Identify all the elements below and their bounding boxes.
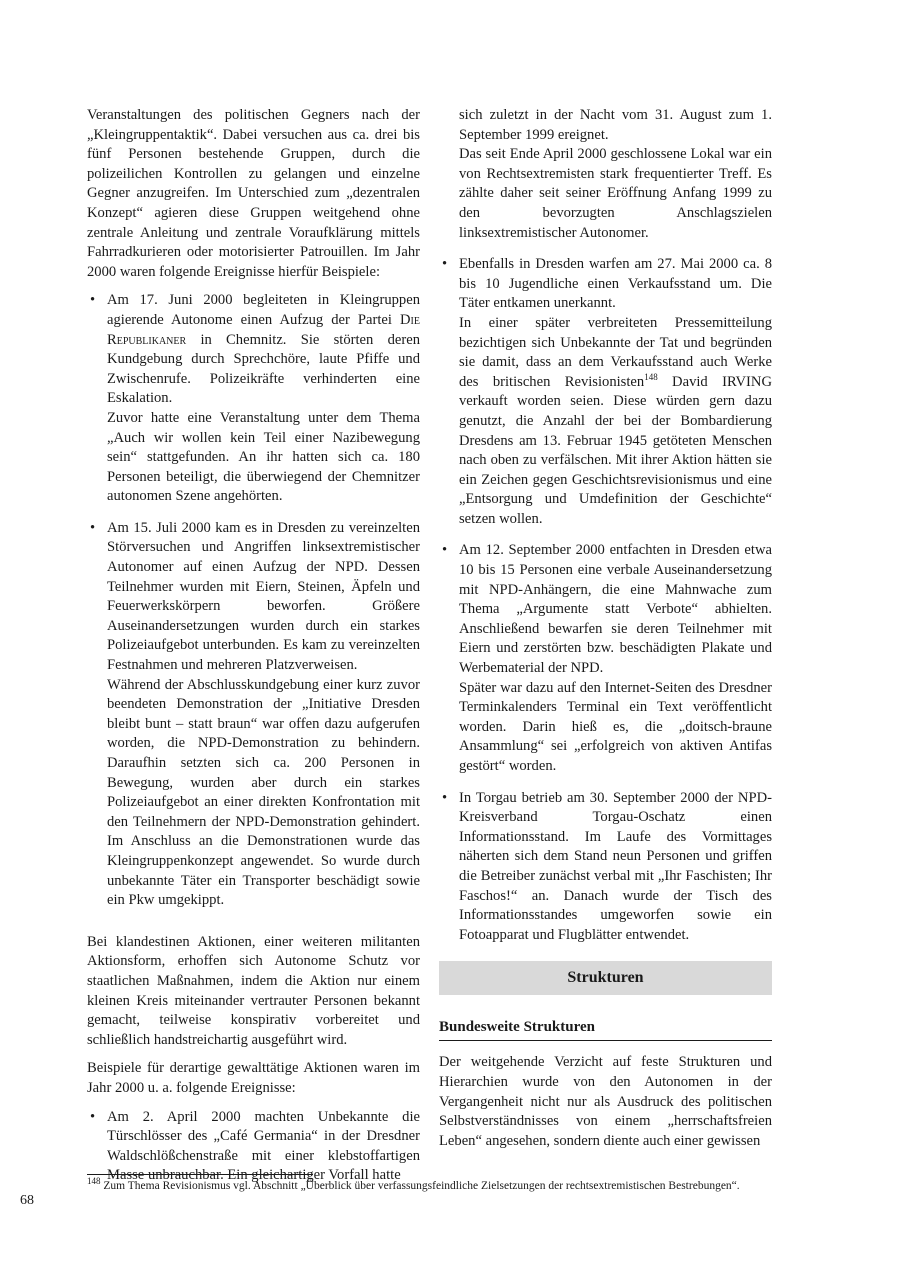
paragraph-intro: Veranstaltungen des politischen Gegners nach der „Kleingruppentaktik“. Dabei versuchen aus ca. drei bis fünf Personen bestehende Gruppen, durch die polizeilichen Kontrollen zu gelangen und einzelne Gegner anzugreifen. Im Unterschied zum „dezentralen Konzept“ agieren diese Gruppen weitgehend ohne zentrale Anleitung und zentrale Voraufklärung mittels Fahrradkurieren oder motorisierter Patrouillen. Im Jahr 2000 waren folgende Ereignisse hierfür Beispiele: [87,107,420,280]
bullet-text-continued: Zuvor hatte eine Veranstaltung unter dem Thema „Auch wir wollen kein Teil einer Nazibewegung sein“ stattgefunden. An ihr hatten sich ca. 180 Personen beteiligt, die überwiegend der Chemnitzer autonomen Szene angehörten. [107,409,420,505]
right-column [439,106,772,1160]
footnote-divider [87,1174,313,1175]
text-run: Am 17. Juni 2000 begleiteten in Kleingruppen agierende Autonome einen Aufzug der Partei [107,292,420,328]
section-heading: Strukturen [439,961,772,995]
footnote-ref[interactable]: 148 [644,371,658,382]
list-item-dresden-npd [87,519,420,911]
list-item-mahnwache [439,541,772,776]
bullet-text: • Am 12. September 2000 entfachten in Dresden etwa 10 bis 15 Personen eine verbale Auseinandersetzung mit NPD-Anhängern, die eine Mahnwache zum Thema „Argumente statt Verbote“ abhielten. Anschließend bewarfen sie deren Teilnehmer mit Eiern und zerstörten bzw. beschädigten Plakate und Werbematerial der NPD. [459,542,772,677]
list-item-torgau [439,789,772,946]
page-number: 68 [20,1193,34,1208]
subsection-heading: Bundesweite Strukturen [439,1017,772,1041]
paragraph-examples: Beispiele für derartige gewalttätige Aktionen waren im Jahr 2000 u. a. folgende Ereignisse: [87,1060,420,1096]
footnote [87,1178,773,1195]
footnote-number: 148 [87,1176,101,1187]
list-item-verkaufsstand [439,255,772,529]
list-item-continuation [439,106,772,243]
paragraph-strukturen: Der weitgehende Verzicht auf feste Strukturen und Hierarchien wurde von den Autonomen in der Vergangenheit nicht nur als Ausdruck des politischen Selbstverständnisses von einem „herrschaftsfreien Leben“ angesehen, sondern diente auch einer gewissen [439,1054,772,1149]
bullet-text: • Am 2. April 2000 machten Unbekannte die Türschlösser des „Café Germania“ in der Dresdner Waldschlößchenstraße mit einer klebstoffartigen Masse unbrauchbar. Ein gleichartiger Vorfall hatte [107,1108,420,1184]
left-column [87,106,420,1198]
bullet-text-continued: Während der Abschlusskundgebung einer kurz zuvor beendeten Demonstration der „Initiative Dresden bleibt bunt – statt braun“ war offen dazu aufgerufen worden, die NPD-Demonstration zu behindern. Daraufhin setzten sich ca. 200 Personen in Bewegung, wurden aber durch ein starkes Polizeiaufgebot an einer direkten Konfrontation mit den Teilnehmern der NPD-Demonstration gehindert. Im Anschluss an die Demonstrationen wurde das Kleingruppenkonzept angewendet. So wurde durch unbekannte Täter ein Transporter beschädigt sowie ein Pkw umgekippt. [107,676,420,909]
list-item-chemnitz [87,291,420,507]
bullet-text: • Ebenfalls in Dresden warfen am 27. Mai 2000 ca. 8 bis 10 Jugendliche einen Verkaufsstand um. Die Täter entkamen unerkannt. [459,256,772,312]
text-run: in Chemnitz. Sie störten deren Kundgebung durch Sprechchöre, laute Pfiffe und Zwischenrufe. Polizeikräfte verhinderten eine Eskalation. [107,331,420,407]
text-run: David IRVING verkauft worden seien. Diese würden gern dazu genutzt, die Anzahl der bei der Bombardierung Dresdens am 13. Februar 1945 getöteten Menschen nach oben zu verfälschen. Mit ihrer Aktion hätten sie ein Zeichen gegen Geschichtsrevisionismus und eine „Entsorgung und Umdefinition der Geschichte“ setzen wollen. [459,373,772,527]
bullet-text: • In Torgau betrieb am 30. September 2000 der NPD-Kreisverband Torgau-Oschatz einen Informationsstand. Im Laufe des Vormittages näherten sich dem Stand neun Personen und griffen die Betreiber zunächst verbal mit „Ihr Faschisten; Ihr Faschos!“ an. Danach wurde der Tisch des Informationsstandes umgeworfen sowie ein Fotoapparat und Flugblätter entwendet. [459,789,772,943]
paragraph-klandestine: Bei klandestinen Aktionen, einer weiteren militanten Aktionsform, erhoffen sich Autonome Schutz vor staatlichen Maßnahmen, indem die Aktion nur einem kleinen Kreis miteinander vertrauter Personen bekannt gemacht, teilweise konspirativ vorbereitet und schließlich handstreichartig ausgeführt wird. [87,933,420,1048]
bullet-text-continued: Das seit Ende April 2000 geschlossene Lokal war ein von Rechtsextremisten stark frequentierter Treff. Es zählte daher seit seiner Eröffnung Anfang 1999 zu den bevorzugten Anschlagszielen linksextremistischer Autonomer. [459,146,772,241]
bullet-text-continued: Später war dazu auf den Internet-Seiten des Dresdner Terminkalenders Terminal ein Text veröffentlicht worden. Darin hieß es, die „doitsch-braune Ansammlung“ sei „erfolgreich von aktiven Antifas gestört“ worden. [459,679,772,774]
footnote-text: Zum Thema Revisionismus vgl. Abschnitt „Überblick über verfassungsfeindliche Zielsetzungen der rechtsextremistischen Bestrebungen“. [100,1180,740,1192]
bullet-text: sich zuletzt in der Nacht vom 31. August zum 1. September 1999 ereignet. [459,107,772,143]
bullet-text: • Am 15. Juli 2000 kam es in Dresden zu vereinzelten Störversuchen und Angriffen linksextremistischer Autonomer auf einen Aufzug der NPD. Dessen Teilnehmer wurden mit Eiern, Steinen, Äpfeln und Feuerwerkskörpern beworfen. Größere Auseinandersetzungen wurden durch ein starkes Polizeiaufgebot unterbunden. Es kam zu vereinzelten Festnahmen und mehreren Platzverweisen. [107,519,420,674]
text-run: In einer später verbreiteten Pressemitteilung bezichtigen sich Unbekannte der Tat und begründen sie damit, dass an dem Verkaufsstand auch Werke des britischen Revisionisten [459,314,772,390]
party-name: Die Republikaner [107,311,420,348]
bullet-text [107,291,420,409]
bullet-text-continued [459,314,772,530]
